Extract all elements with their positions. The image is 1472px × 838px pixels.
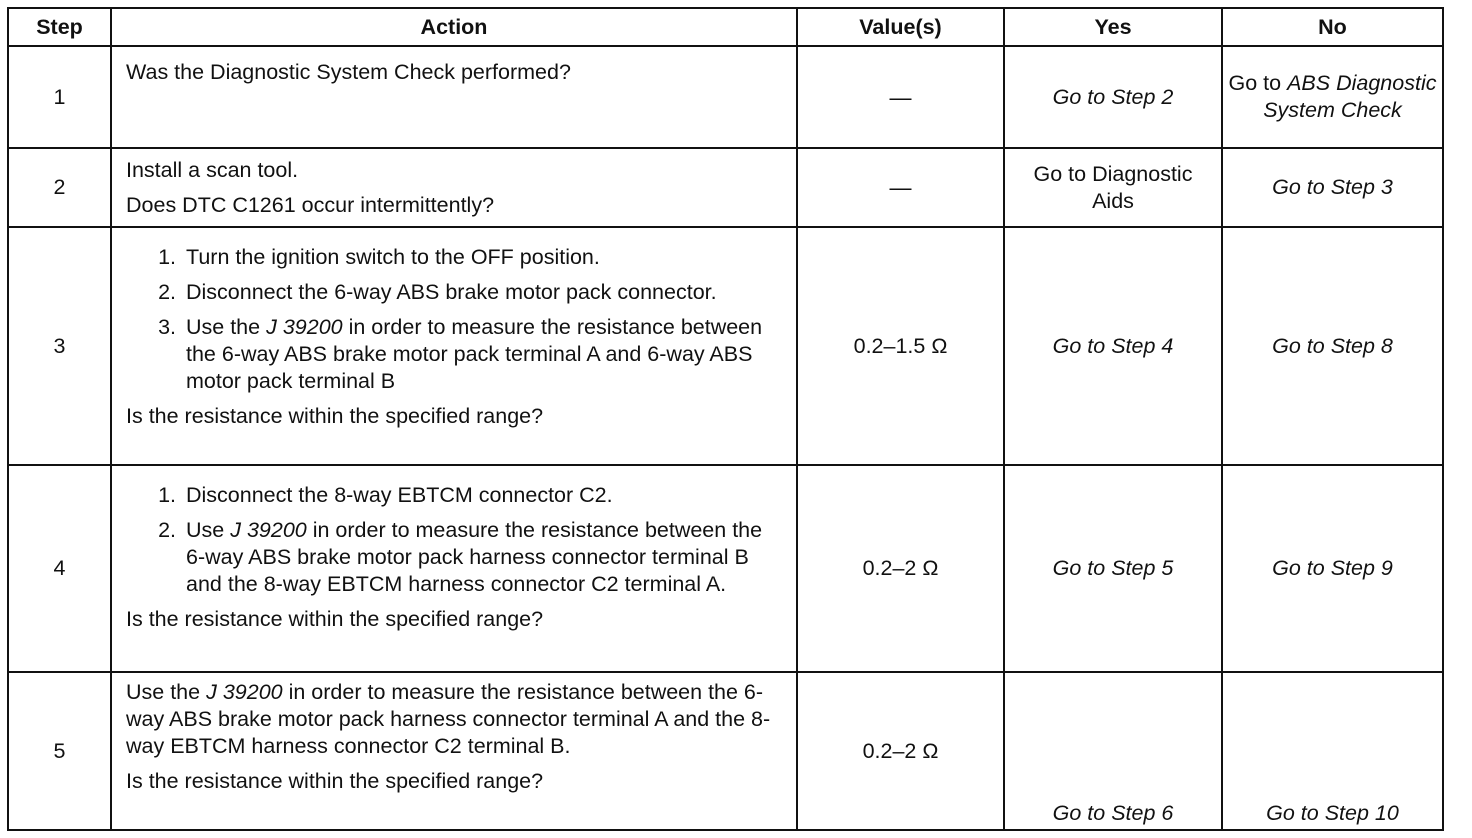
no-cell [1222,46,1443,148]
yes-cell [1004,46,1222,148]
no-link: Go to Step 3 [1272,175,1393,199]
action-step-item: 2. Disconnect the 6-way ABS brake motor pack connector. [182,279,786,306]
step-number: 5 [8,672,111,830]
action-question: Is the resistance within the specified range? [126,769,544,793]
yes-link: Go to Step 5 [1052,556,1174,580]
table-row [8,46,1443,148]
yes-link: Go to Step 4 [1052,333,1174,358]
value-cell: — [797,148,1004,227]
table-row [8,148,1443,227]
table-row [8,672,1443,830]
action-step-item: 1. Disconnect the 8-way EBTCM connector C2. [182,482,786,509]
no-link: Go to Step 9 [1272,556,1393,580]
no-link: Go to Step 8 [1272,333,1393,358]
action-cell [111,672,797,830]
table-row [8,465,1443,672]
action-instruction: Install a scan tool. [126,158,299,182]
action-cell [111,46,797,148]
yes-cell [1004,227,1222,465]
no-cell [1222,148,1443,227]
value-cell: 0.2–2 Ω [797,465,1004,672]
no-cell [1222,227,1443,465]
action-text: Use the J 39200 in order to measure the resistance between the 6-way ABS brake motor pack harness connector terminal A and the 8-way EBTCM harness connector C2 terminal B. [126,680,771,758]
no-cell [1222,672,1443,830]
tool-reference: J 39200 [206,680,283,704]
no-prefix: Go to [1228,71,1282,95]
action-question: Is the resistance within the specified range? [126,607,544,631]
yes-cell [1004,465,1222,672]
header-row [8,8,1443,46]
no-link: ABS Diagnostic System Check [1263,71,1437,122]
header-values: Value(s) [797,8,1004,46]
value-cell: 0.2–1.5 Ω [797,227,1004,465]
header-yes: Yes [1004,8,1222,46]
yes-link: Go to Step 6 [1052,801,1174,825]
value-cell: 0.2–2 Ω [797,672,1004,830]
yes-cell: Go to Diagnostic Aids [1004,148,1222,227]
action-question: Was the Diagnostic System Check performed? [126,60,571,84]
table-row [8,227,1443,465]
action-step-item: 1. Turn the ignition switch to the OFF position. [182,244,786,271]
tool-reference: J 39200 [266,315,343,339]
yes-cell [1004,672,1222,830]
step-number: 2 [8,148,111,227]
value-cell: — [797,46,1004,148]
action-step-item: 3. Use the J 39200 in order to measure the resistance between the 6-way ABS brake motor pack terminal A and 6-way ABS motor pack terminal B [182,314,786,395]
action-cell [111,227,797,465]
action-step-item: 2. Use J 39200 in order to measure the resistance between the 6-way ABS brake motor pack harness connector terminal B and the 8-way EBTCM harness connector C2 terminal A. [182,517,786,598]
no-link: Go to Step 10 [1266,801,1399,825]
yes-link: Go to Step 2 [1052,84,1174,109]
step-number: 4 [8,465,111,672]
header-step: Step [8,8,111,46]
action-cell [111,465,797,672]
no-cell [1222,465,1443,672]
tool-reference: J 39200 [230,518,307,542]
action-cell [111,148,797,227]
action-question: Is the resistance within the specified range? [126,404,544,428]
action-question: Does DTC C1261 occur intermittently? [126,193,495,217]
header-action: Action [111,8,797,46]
header-no: No [1222,8,1443,46]
diagnostic-table [7,7,1444,831]
step-number: 3 [8,227,111,465]
step-number: 1 [8,46,111,148]
